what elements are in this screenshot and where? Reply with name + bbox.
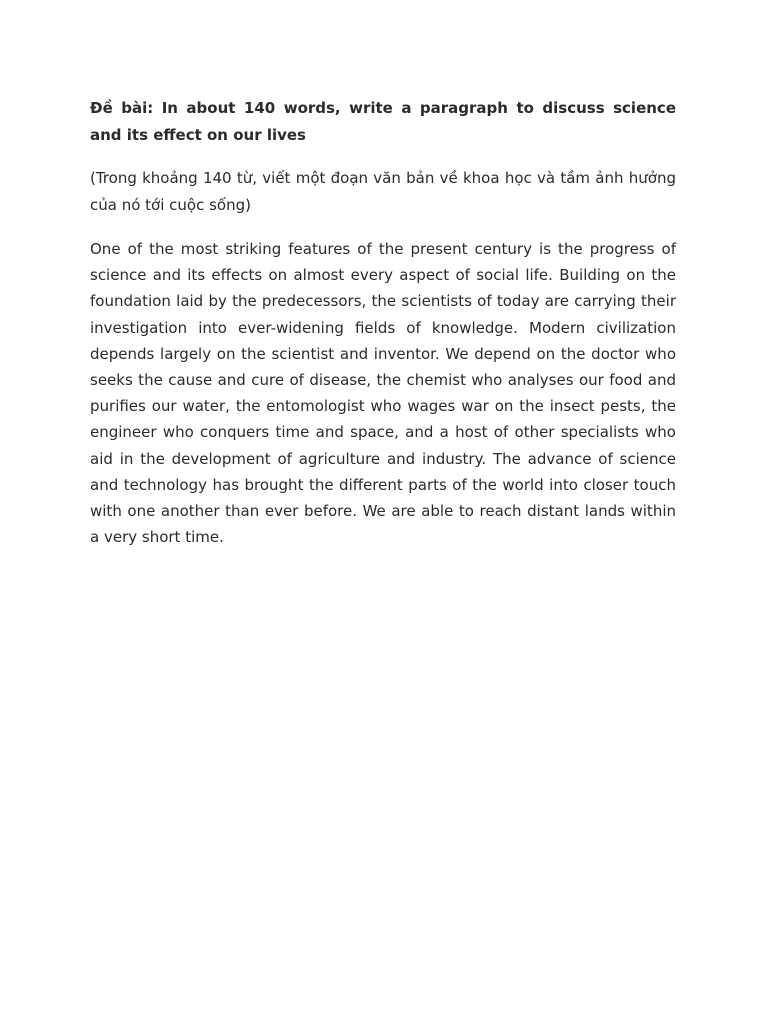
assignment-prompt: Đề bài: In about 140 words, write a paragraph to discuss science and its effect on our lives xyxy=(90,99,676,144)
document-page xyxy=(90,95,676,550)
essay-paragraph: One of the most striking features of the present century is the progress of science and its effects on almost every aspect of social life. Building on the foundation laid by the predecessors, the scientists of today are carrying their investigation into ever-widening fields of knowledge. Modern civilization depends largely on the scientist and inventor. We depend on the doctor who seeks the cause and cure of disease, the chemist who analyses our food and purifies our water, the entomologist who wages war on the insect pests, the engineer who conquers time and space, and a host of other specialists who aid in the development of agriculture and industry. The advance of science and technology has brought the different parts of the world into closer touch with one another than ever before. We are able to reach distant lands within a very short time. xyxy=(90,240,676,547)
prompt-translation: (Trong khoảng 140 từ, viết một đoạn văn bản về khoa học và tầm ảnh hưởng của nó tới cuộc sống) xyxy=(90,169,676,214)
